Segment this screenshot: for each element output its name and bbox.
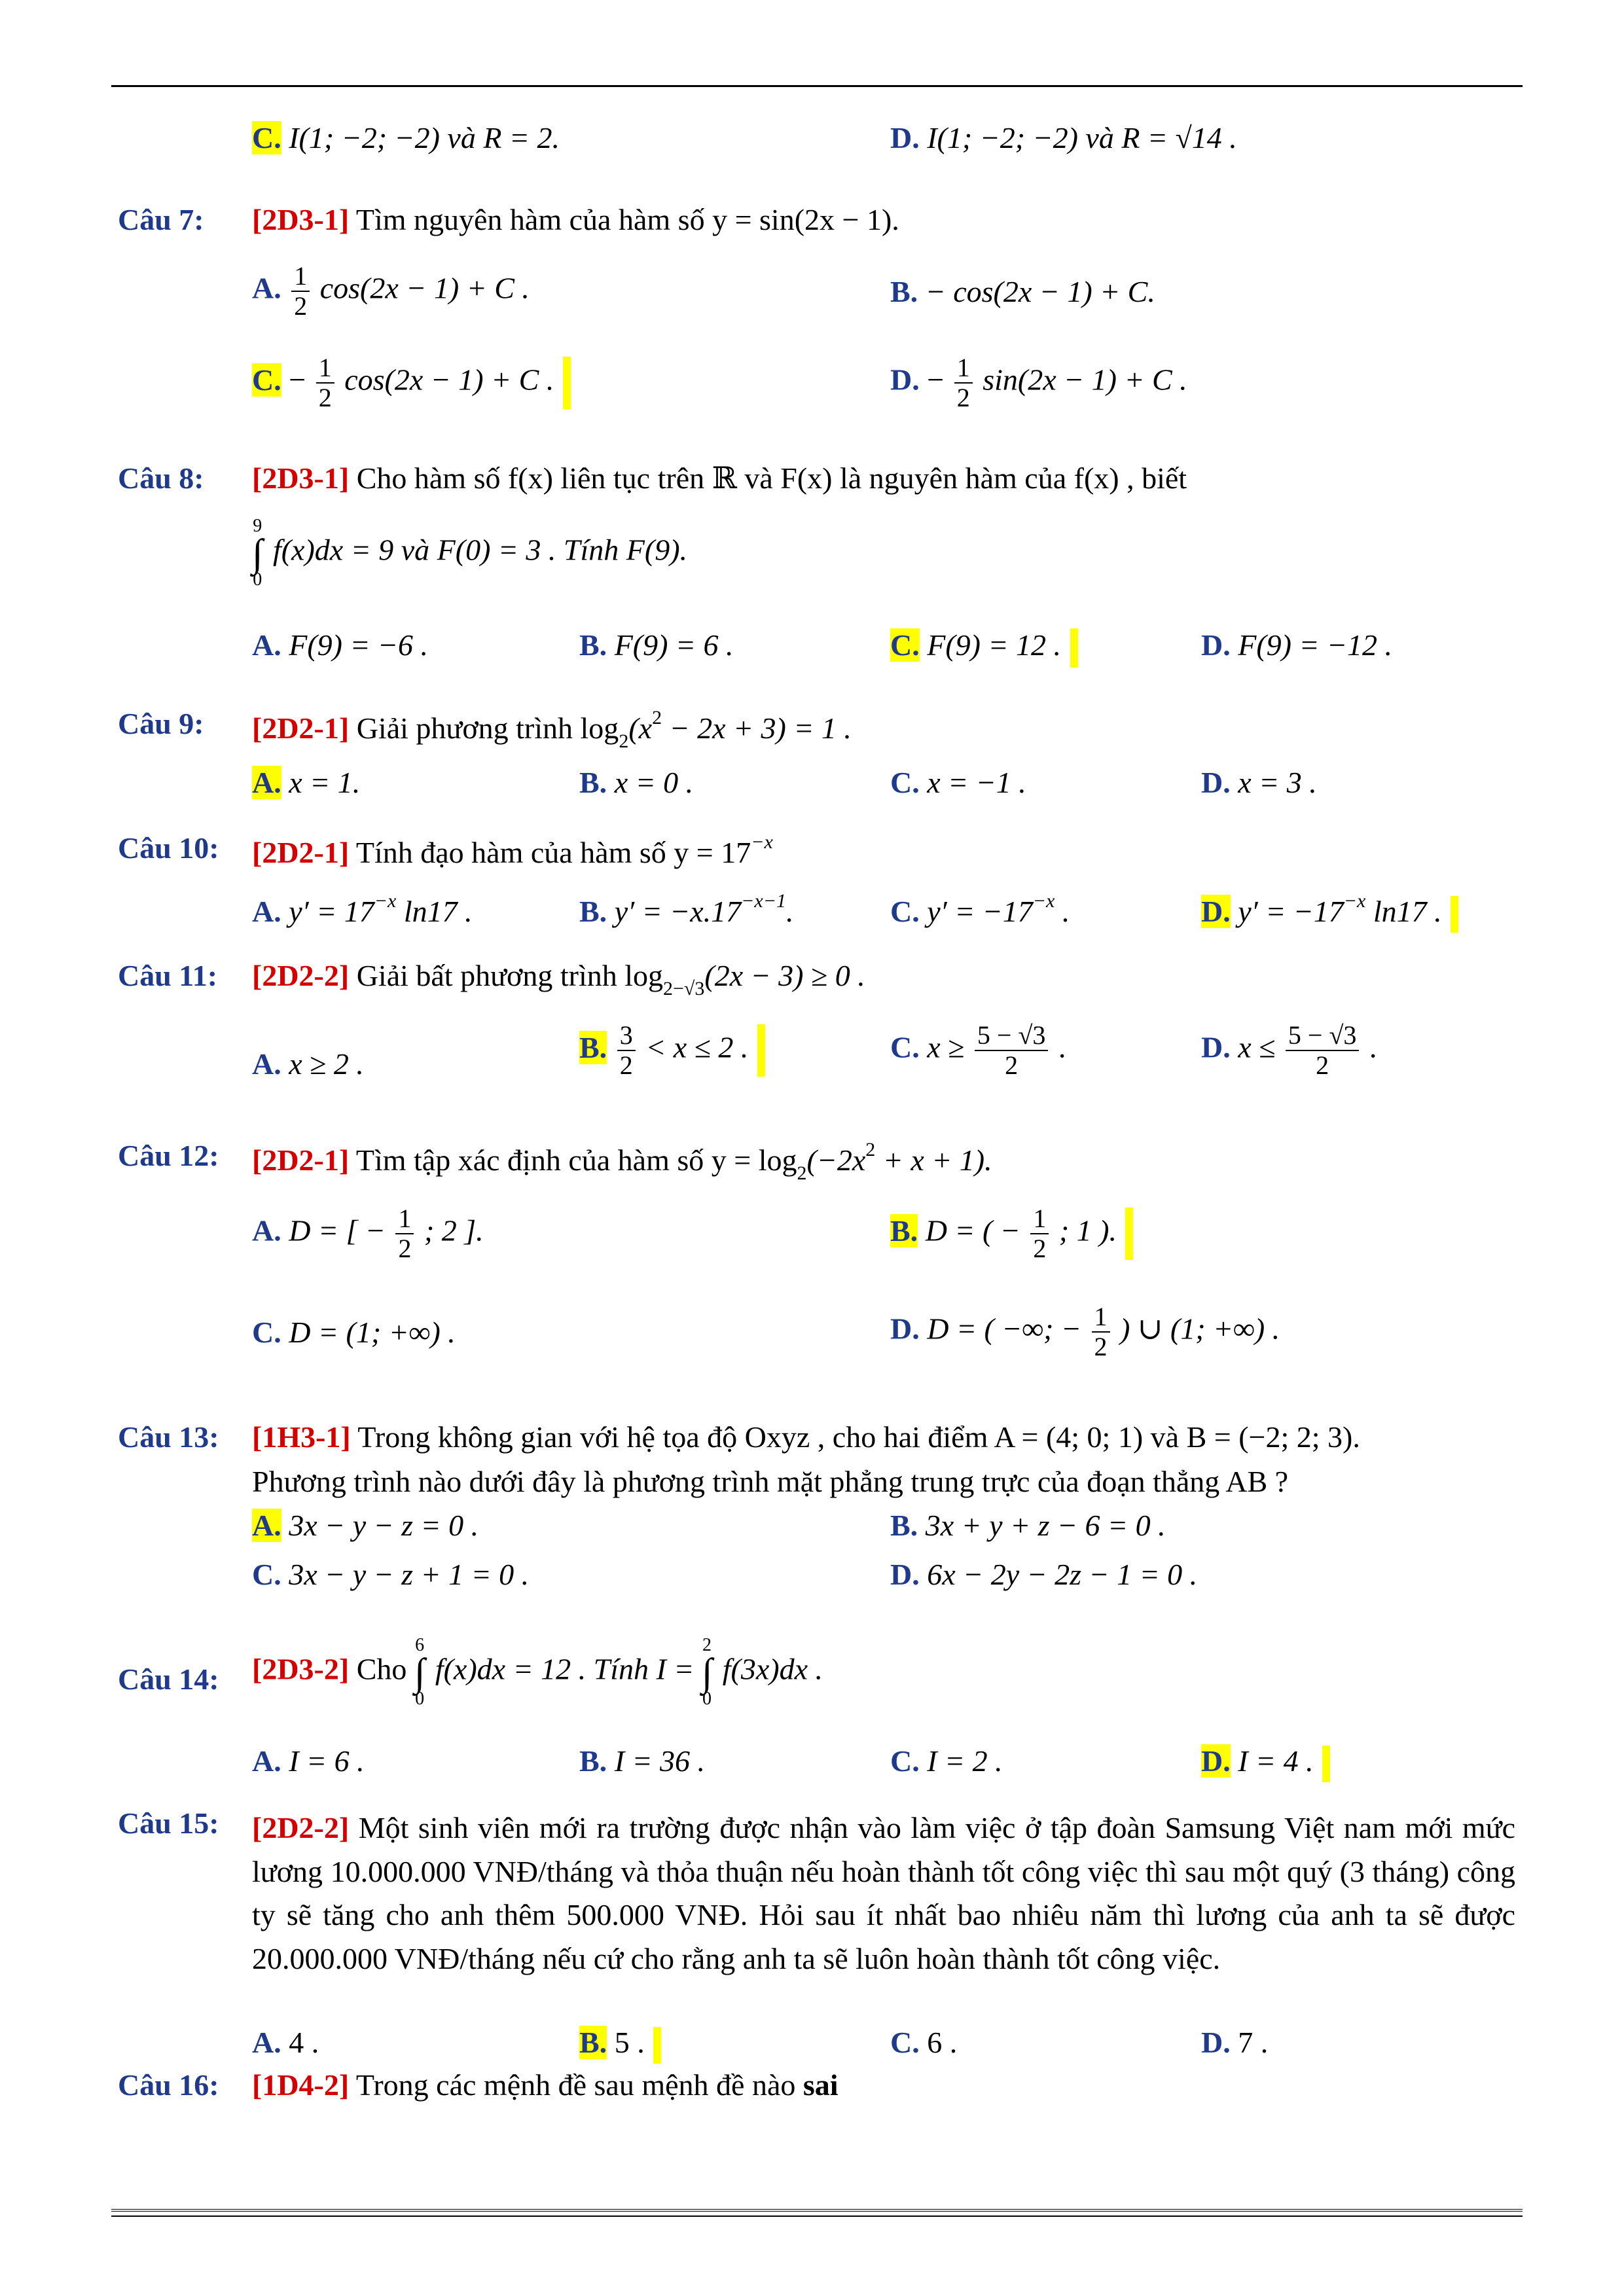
sign: − (927, 363, 945, 397)
option-letter: B. (890, 1509, 918, 1542)
q14-option-d[interactable] (1201, 1744, 1330, 1782)
stem-text: Tìm tập xác định của hàm số y = log (355, 1143, 797, 1177)
q13-option-d[interactable] (890, 1558, 1197, 1592)
option-letter: D. (890, 1558, 920, 1591)
question-code: [2D3-1] (252, 461, 350, 495)
question-stem: [2D2-1] Giải phương trình $\log_2(x^2 - 2x + 3) = 1$ . (252, 707, 852, 752)
question-stem (252, 1420, 1360, 1455)
question-stem (252, 2068, 839, 2103)
option-letter: B. (579, 895, 607, 928)
answer-highlight (1322, 1746, 1330, 1782)
q7-option-d[interactable] (890, 353, 1187, 412)
q8-option-a[interactable] (252, 628, 428, 663)
q8-option-b[interactable] (579, 628, 733, 663)
option-text: cos(2x − 1) + C . (319, 271, 530, 305)
option-text: x = 0 . (614, 766, 694, 799)
option-text: D = (1; +∞) . (289, 1316, 456, 1349)
option-text: 3x + y + z − 6 = 0 . (925, 1509, 1166, 1542)
option-letter: C. (890, 895, 920, 928)
q11-option-d[interactable]: D. x ≤ $\frac{5 - √3}{2}$ . (1201, 1020, 1377, 1080)
question-label: Câu 12: (118, 1139, 219, 1172)
option-text: 7 . (1238, 2026, 1269, 2059)
q15-option-b[interactable] (579, 2026, 661, 2064)
option-text: sin(2x − 1) + C . (983, 363, 1187, 397)
option-letter: B. (579, 1744, 607, 1778)
option-letter: A. (252, 1509, 281, 1542)
fraction: $\frac{1}{2}$ (1092, 1302, 1110, 1361)
q14-option-a[interactable] (252, 1744, 365, 1779)
option-letter: D. (890, 363, 920, 397)
option-letter: D. (890, 121, 920, 154)
question-code: [2D2-2] (252, 959, 350, 992)
q10-option-b[interactable]: B. $y' = -x.17^{-x-1}$. (579, 890, 794, 928)
option-text: 4 . (289, 2026, 319, 2059)
option-letter: C. (252, 1558, 281, 1591)
integral-sign: 9 ∫ 0 (252, 516, 263, 590)
question-label: Câu 8: (118, 461, 204, 495)
option-letter: D. (1201, 2026, 1231, 2059)
q9-option-a[interactable] (252, 766, 360, 800)
q15-option-d[interactable] (1201, 2026, 1268, 2060)
answer-highlight (1070, 628, 1078, 668)
question-label: Câu 16: (118, 2068, 219, 2102)
question-label: Câu 13: (118, 1420, 219, 1454)
question-stem: [2D2-2] Giải bất phương trình $\log_{2-√3}(2x - 3) \ge 0$ . (252, 959, 865, 999)
stem-text: Trong các mệnh đề sau mệnh đề nào (355, 2068, 796, 2102)
q8-option-c[interactable] (890, 628, 1078, 668)
fraction: $\frac{1}{2}$ (1030, 1204, 1049, 1263)
option-letter: D. (890, 1312, 920, 1346)
question-stem (252, 461, 1187, 496)
option-letter: C. (252, 121, 281, 154)
question-code: [2D3-2] (252, 1652, 350, 1686)
fraction: $\frac{1}{2}$ (316, 353, 334, 412)
option-letter: D. (1201, 895, 1231, 928)
question-stem (252, 1806, 1515, 1981)
question-code: [1H3-1] (252, 1420, 351, 1454)
option-text: 3x − y − z + 1 = 0 . (289, 1558, 530, 1591)
option-text: 6 . (927, 2026, 958, 2059)
question-label: Câu 10: (118, 831, 219, 865)
option-letter: C. (890, 1744, 920, 1778)
q12-option-a[interactable]: A. D = [ − $\frac{1}{2}$ ; 2 ]. (252, 1204, 484, 1263)
option-letter: C. (252, 363, 281, 397)
question-label: Câu 7: (118, 203, 204, 236)
option-letter: D. (1201, 628, 1231, 662)
q10-option-d[interactable]: D. $y' = -17^{-x}$ ln17 . (1201, 890, 1458, 933)
fraction: $\frac{1}{2}$ (291, 262, 310, 321)
option-letter: C. (890, 2026, 920, 2059)
question-label: Câu 14: (118, 1662, 219, 1696)
q12-option-d[interactable]: D. D = ( −∞; − $\frac{1}{2}$ ) ∪ (1; +∞) . (890, 1302, 1280, 1361)
question-code: [2D3-1] (252, 203, 350, 236)
answer-highlight (653, 2027, 661, 2064)
option-letter: D. (1201, 1030, 1231, 1064)
option-letter: B. (579, 2026, 607, 2059)
fraction: $\frac{1}{2}$ (954, 353, 973, 412)
q6-option-c[interactable] (252, 121, 560, 156)
stem-text: Tìm nguyên hàm của hàm số y = sin(2x − 1). (355, 203, 899, 236)
question-code: [2D2-1] (252, 836, 350, 869)
q9-option-b[interactable] (579, 766, 693, 800)
option-text: I = 2 . (927, 1744, 1003, 1778)
fraction: $\frac{5 - √3}{2}$ (975, 1021, 1049, 1080)
option-text: 5 . (614, 2026, 645, 2059)
top-rule (111, 85, 1523, 87)
option-letter: C. (890, 628, 920, 662)
question-label: Câu 15: (118, 1806, 219, 1840)
q14-option-c[interactable] (890, 1744, 1003, 1779)
stem-text: Giải phương trình log (356, 711, 619, 745)
q15-option-c[interactable] (890, 2026, 957, 2060)
question-code: [1D4-2] (252, 2068, 350, 2102)
option-text: − cos(2x − 1) + C. (925, 275, 1155, 308)
q15-option-a[interactable] (252, 2026, 319, 2060)
option-text: cos(2x − 1) + C . (344, 363, 554, 397)
question-label: Câu 11: (118, 959, 218, 992)
stem-emphasis: sai (803, 2068, 839, 2102)
answer-highlight (563, 357, 571, 409)
option-text: 3x − y − z = 0 . (289, 1509, 479, 1542)
option-text: x = 3 . (1238, 766, 1317, 799)
q10-option-c[interactable]: C. $y' = -17^{-x}$ . (890, 890, 1070, 928)
option-letter: A. (252, 1744, 281, 1778)
answer-highlight (1125, 1208, 1133, 1260)
question-code: [2D2-2] (252, 1811, 350, 1844)
option-letter: D. (1201, 766, 1231, 799)
option-text: I(1; −2; −2) và R = 2. (289, 121, 560, 154)
q13-option-b[interactable] (890, 1509, 1166, 1543)
question-stem-integral (252, 517, 687, 589)
option-letter: A. (252, 271, 281, 305)
option-letter: A. (252, 895, 281, 928)
option-text: x = 1. (289, 766, 361, 799)
stem-text: Tính đạo hàm của hàm số y = 17 (355, 836, 751, 869)
option-letter: C. (252, 1316, 281, 1349)
q13-option-c[interactable] (252, 1558, 529, 1592)
answer-highlight (757, 1024, 765, 1077)
q12-option-b[interactable]: B. D = ( − $\frac{1}{2}$ ; 1 ). (890, 1204, 1133, 1263)
stem-text: Cho hàm số f(x) liên tục trên ℝ và F(x) là nguyên hàm của f(x) , biết (356, 461, 1187, 495)
q7-option-c[interactable] (252, 353, 571, 412)
q7-option-b[interactable] (890, 275, 1155, 310)
question-code: [2D2-1] (252, 1143, 350, 1177)
option-letter: A. (252, 628, 281, 662)
fraction: $\frac{5 - √3}{2}$ (1286, 1021, 1360, 1080)
option-letter: C. (890, 1030, 920, 1064)
option-text: I = 36 . (614, 1744, 706, 1778)
q11-option-a[interactable] (252, 1047, 364, 1082)
q9-option-d[interactable] (1201, 766, 1317, 800)
option-letter: A. (252, 766, 281, 799)
q9-option-c[interactable] (890, 766, 1026, 800)
q6-option-d[interactable] (890, 121, 1237, 156)
option-text: I = 6 . (289, 1744, 365, 1778)
stem-text: Cho (356, 1652, 407, 1686)
option-text: x = −1 . (927, 766, 1026, 799)
option-text: F(9) = −6 . (289, 628, 429, 662)
option-letter: B. (579, 1030, 607, 1064)
option-text: I = 4 . (1238, 1744, 1314, 1778)
option-letter: A. (252, 1213, 281, 1247)
option-letter: B. (579, 766, 607, 799)
option-text: I(1; −2; −2) và R = √14 . (927, 121, 1237, 154)
integral-sign: 6 ∫ 0 (414, 1635, 425, 1709)
q11-option-c[interactable]: C. x ≥ $\frac{5 - √3}{2}$ . (890, 1020, 1066, 1080)
question-stem (252, 203, 899, 238)
q13-option-a[interactable] (252, 1509, 478, 1543)
question-stem-line2: Phương trình nào dưới đây là phương trình mặt phẳng trung trực của đoạn thẳng AB ? (252, 1465, 1289, 1498)
stem-text: Trong không gian với hệ tọa độ Oxyz , cho hai điểm A = (4; 0; 1) và B = (−2; 2; 3). (357, 1420, 1360, 1454)
q7-option-a[interactable] (252, 262, 530, 321)
stem-text: f(x)dx = 9 và F(0) = 3 . Tính F(9). (272, 533, 688, 567)
q8-option-d[interactable] (1201, 628, 1392, 663)
option-letter: C. (890, 766, 920, 799)
q11-option-b[interactable] (579, 1021, 765, 1080)
option-text: < x ≤ 2 . (645, 1030, 749, 1064)
question-code: [2D2-1] (252, 711, 350, 745)
stem-text: Một sinh viên mới ra trường được nhận vào làm việc ở tập đoàn Samsung Việt nam mới mức lương 10.000.000 VNĐ/tháng và thỏa thuận nếu hoàn thành tốt công việc thì sau một quý (3 tháng) công ty sẽ tăng cho anh thêm 500.000 VNĐ. Hỏi sau ít nhất bao nhiêu năm thì lương của anh ta sẽ được 20.000.000 VNĐ/tháng nếu cứ cho rằng anh ta sẽ luôn hoàn thành tốt công việc. (252, 1811, 1515, 1976)
q14-option-b[interactable] (579, 1744, 705, 1779)
question-stem: [2D2-1] Tính đạo hàm của hàm số $y = 17^{-x}$ (252, 831, 773, 869)
option-letter: B. (890, 1213, 918, 1247)
option-text: 6x − 2y − 2z − 1 = 0 . (927, 1558, 1198, 1591)
stem-text: Giải bất phương trình log (356, 959, 663, 992)
option-letter: D. (1201, 1744, 1231, 1778)
fraction: $\frac{1}{2}$ (395, 1204, 414, 1263)
question-stem: [2D2-1] Tìm tập xác định của hàm số $y = \log_2(-2x^2 + x + 1)$. (252, 1139, 992, 1184)
option-letter: B. (890, 275, 918, 308)
option-text: F(9) = 12 . (927, 628, 1062, 662)
bottom-rule (111, 2209, 1523, 2217)
option-letter: A. (252, 1047, 281, 1081)
question-stem: [2D3-2] Cho 6 ∫ 0 f(x)dx = 12 . Tính I = 2 ∫ 0 f(3x)dx . (252, 1635, 823, 1709)
integral-sign: 2 ∫ 0 (701, 1635, 713, 1709)
option-text: F(9) = 6 . (614, 628, 734, 662)
sign: − (289, 363, 306, 397)
fraction: $\frac{3}{2}$ (617, 1021, 636, 1080)
option-text: x ≥ 2 . (289, 1047, 364, 1081)
q12-option-c[interactable] (252, 1316, 456, 1350)
option-letter: A. (252, 2026, 281, 2059)
option-letter: B. (579, 628, 607, 662)
answer-highlight (1451, 896, 1458, 933)
question-label: Câu 9: (118, 707, 204, 740)
option-text: F(9) = −12 . (1238, 628, 1393, 662)
q10-option-a[interactable]: A. $y' = 17^{-x}$ ln17 . (252, 890, 473, 928)
